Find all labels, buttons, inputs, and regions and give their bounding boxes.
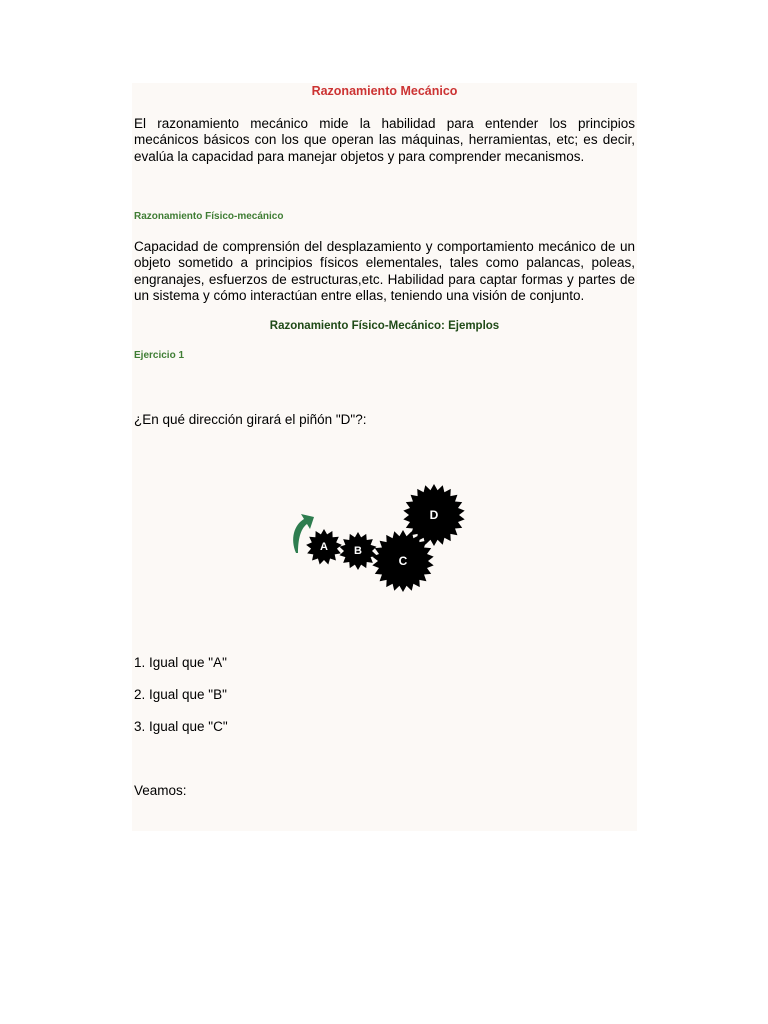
section-paragraph: Capacidad de comprensión del desplazamiento y comportamiento mecánico de un objeto sometido a principios físicos elementales, tales como palancas, poleas, engranajes, esfuerzos de estructuras,etc. Habilidad para captar formas y partes de un sistema y cómo interactúan entre ellas, teniendo una visión de conjunto. (134, 239, 635, 303)
option-2: 2. Igual que "B" (134, 687, 227, 702)
intro-paragraph: El razonamiento mecánico mide la habilidad para entender los principios mecánicos básicos con los que operan las máquinas, herramientas, etc; es decir, evalúa la capacidad para manejar objetos y para comprender mecanismos. (134, 116, 635, 164)
gear-a-label: A (320, 540, 328, 553)
question-text: ¿En qué dirección girará el piñón "D"?: (134, 412, 367, 427)
document-title: Razonamiento Mecánico (311, 84, 458, 98)
exercise-label: Ejercicio 1 (134, 350, 185, 361)
document-panel (132, 83, 637, 831)
gear-a (306, 529, 342, 564)
gears-illustration (288, 481, 468, 596)
option-3: 3. Igual que "C" (134, 719, 228, 734)
gear-c-label: C (398, 554, 408, 569)
gear-b (339, 532, 376, 570)
section-subheading: Razonamiento Físico-mecánico (134, 211, 284, 222)
option-1: 1. Igual que "A" (134, 655, 227, 670)
examples-heading: Razonamiento Físico-Mecánico: Ejemplos (269, 320, 500, 332)
gear-b-label: B (354, 544, 362, 557)
gear-d-label: D (429, 508, 439, 523)
closing-text: Veamos: (134, 783, 187, 798)
